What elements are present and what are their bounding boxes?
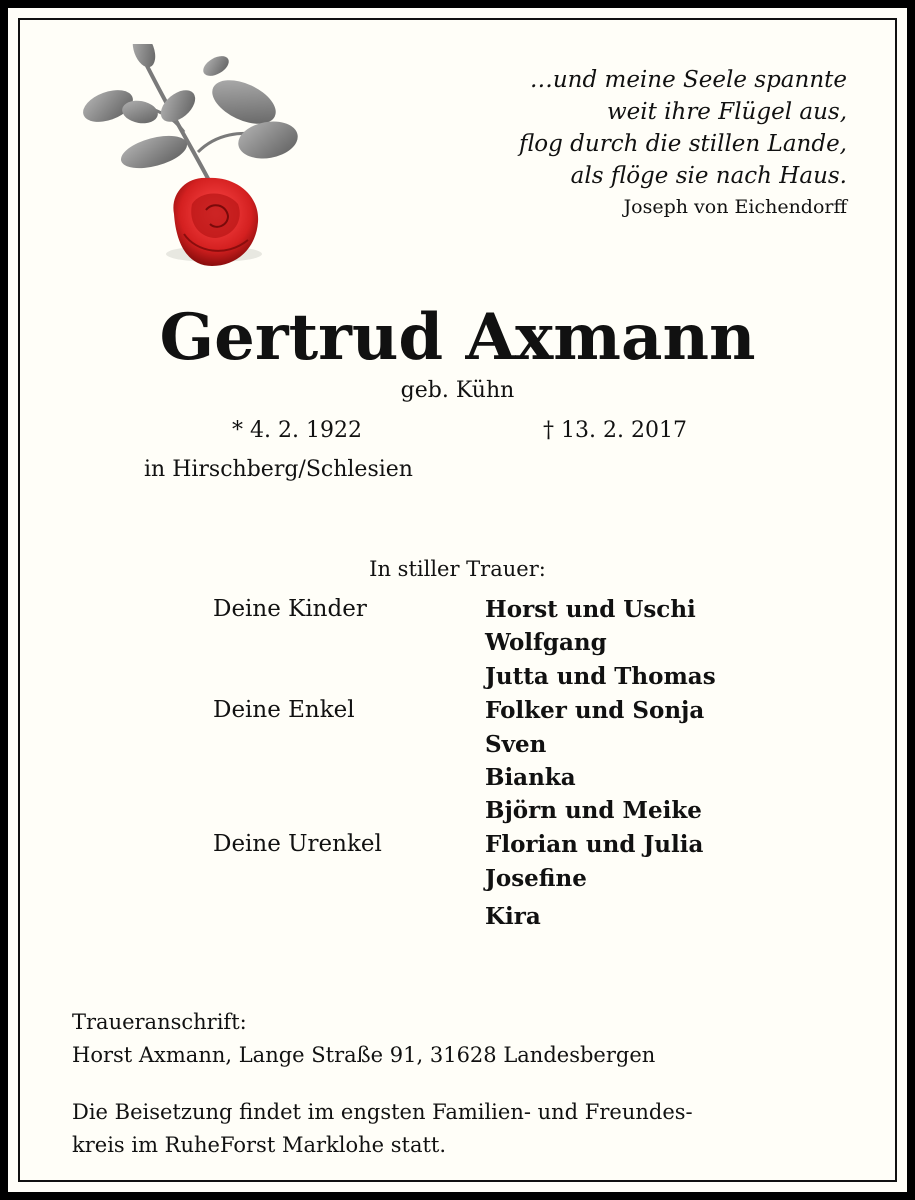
family-label-children: Deine Kinder — [213, 596, 367, 622]
birth-name: geb. Kühn — [400, 378, 515, 403]
burial-line: Die Beisetzung findet im engsten Familien- und Freundes- — [72, 1100, 693, 1124]
poem-author: Joseph von Eichendorff — [623, 196, 847, 218]
family-member: Florian und Julia — [485, 831, 704, 858]
family-member: Sven — [485, 731, 547, 758]
poem-line: …und meine Seele spannte — [529, 67, 847, 93]
birth-place: in Hirschberg/Schlesien — [144, 457, 413, 482]
family-member: Kira — [485, 903, 541, 930]
obituary-card — [8, 8, 907, 1192]
family-label-grandchildren: Deine Enkel — [213, 697, 355, 723]
family-member: Jutta und Thomas — [485, 663, 716, 690]
mourning-title: In stiller Trauer: — [369, 557, 546, 581]
family-member: Horst und Uschi — [485, 596, 696, 623]
family-member: Folker und Sonja — [485, 697, 705, 724]
deceased-name: Gertrud Axmann — [159, 300, 756, 375]
poem-line: flog durch die stillen Lande, — [518, 131, 847, 157]
family-member: Björn und Meike — [485, 797, 702, 824]
birth-date: * 4. 2. 1922 — [232, 418, 362, 443]
poem-quote — [519, 64, 847, 222]
address-title: Traueranschrift: — [72, 1010, 247, 1034]
address-text: Horst Axmann, Lange Straße 91, 31628 Landesbergen — [72, 1043, 656, 1067]
red-rose-icon — [66, 44, 306, 272]
family-member: Bianka — [485, 764, 576, 791]
death-date: † 13. 2. 2017 — [543, 418, 687, 443]
burial-notice — [72, 1096, 693, 1162]
poem-line: weit ihre Flügel aus, — [606, 99, 847, 125]
family-member: Wolfgang — [485, 629, 607, 656]
poem-line: als flöge sie nach Haus. — [570, 163, 847, 189]
burial-line: kreis im RuheForst Marklohe statt. — [72, 1133, 447, 1157]
family-member: Josefine — [485, 865, 587, 892]
family-label-great-grandchildren: Deine Urenkel — [213, 831, 382, 857]
